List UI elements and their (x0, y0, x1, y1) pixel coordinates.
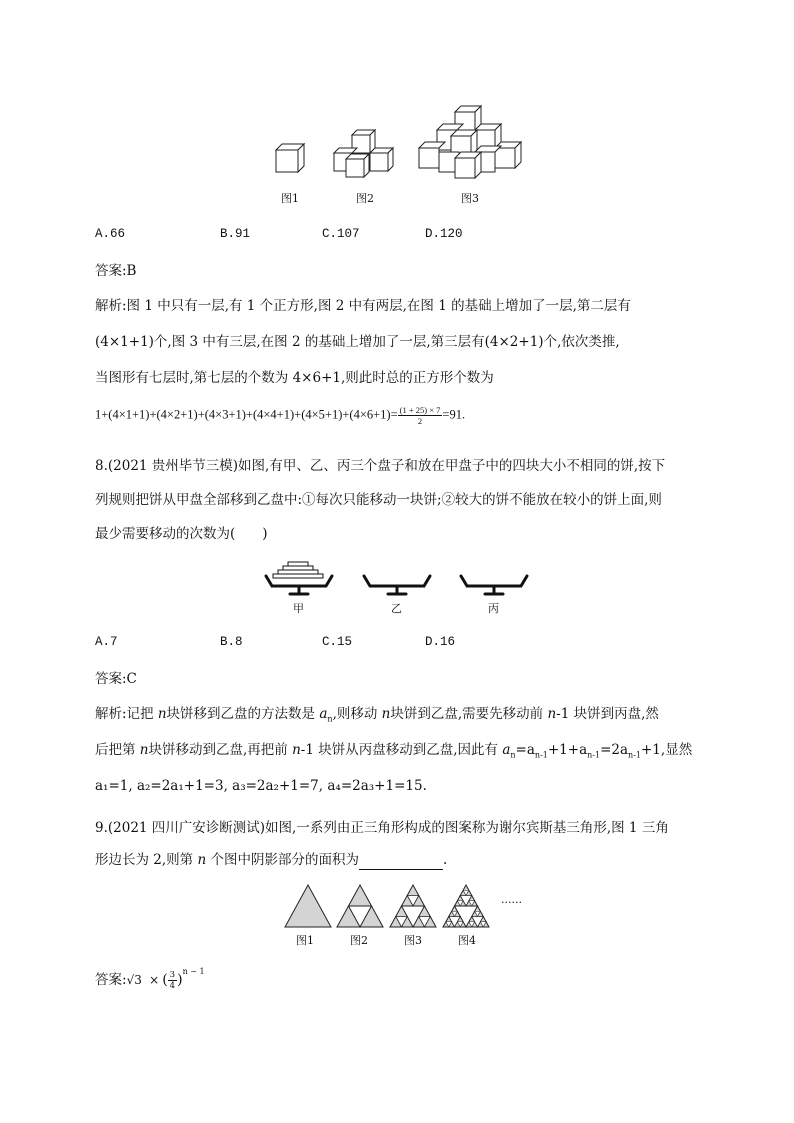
q8-stem-line2: 列规则把饼从甲盘全部移到乙盘中:①每次只能移动一块饼;②较大的饼不能放在较小的饼上面,则 (95, 492, 662, 508)
q8-a2-text-h: =a (515, 742, 535, 758)
q8-a1-text-j: -1 块饼到丙盘,然 (556, 706, 659, 722)
q8-a2-text-n: +1,显然 (641, 742, 693, 758)
q8-a2-var-n: n (139, 742, 149, 758)
q8-answer: 答案:C (95, 671, 137, 687)
sierpinski-figure-1 (283, 883, 333, 929)
q8-option-d: D.16 (425, 635, 456, 649)
q9-stem-line2 (95, 850, 447, 870)
plate-bing (457, 562, 531, 602)
q8-a1-text-f: ,则移动 (332, 706, 382, 722)
q7-option-c: C.107 (322, 227, 360, 241)
q8-a1-var-n2: n (381, 706, 391, 722)
q8-a1-text-c: 块饼移到乙盘的方法数是 (166, 706, 320, 722)
q9-s2-var-n: n (197, 852, 207, 868)
q8-stem-line3: 最少需要移动的次数为( ) (95, 526, 268, 542)
q8-a2-sub-m: n-1 (628, 750, 641, 760)
q9-answer-blank (359, 855, 443, 870)
q9-answer-num: 3 (169, 970, 176, 980)
q7-formula-num: (1 + 25) × 7 (399, 405, 441, 415)
q8-a2-sub-k: n-1 (587, 750, 601, 760)
q7-formula-fraction (398, 405, 443, 426)
q8-stem-line1: 8.(2021 贵州毕节三模)如图,有甲、乙、丙三个盘子和放在甲盘子中的四块大小不相同的饼,按下 (95, 458, 666, 474)
q7-option-b: B.91 (220, 227, 251, 241)
q7-analysis-line1: 解析:图 1 中只有一层,有 1 个正方形,图 2 中有两层,在图 1 的基础上增加了一层,第二层有 (95, 298, 631, 314)
q8-a2-text-l: =2a (600, 742, 629, 758)
q7-option-d: D.120 (425, 227, 463, 241)
q9-fig-label-4: 图4 (458, 934, 476, 947)
q9-stem-line1: 9.(2021 四川广安诊断测试)如图,一系列由正三角形构成的图案称为谢尔宾斯基三角形,图 1 三角 (95, 820, 669, 836)
q7-formula-den: 2 (417, 416, 423, 426)
q8-a1-var-n3: n (547, 706, 557, 722)
q8-analysis-line1 (95, 704, 659, 730)
q8-option-a: A.7 (95, 635, 118, 649)
sierpinski-figure-3 (388, 883, 438, 929)
q7-fig-label-2: 图2 (356, 192, 374, 205)
q9-answer-prefix: 答案: (95, 972, 127, 988)
plate-label-bing: 丙 (488, 602, 499, 615)
q8-a1-sub-n: n (327, 714, 333, 724)
q8-a1-var-n: n (157, 706, 167, 722)
plate-label-yi: 乙 (391, 602, 402, 615)
q7-analysis-line3: 当图形有七层时,第七层的个数为 4×6+1,则此时总的正方形个数为 (95, 370, 494, 386)
plate-jia-with-cakes (262, 562, 336, 602)
q8-a2-sub-n: n (510, 750, 516, 760)
sierpinski-figure-4 (441, 883, 491, 929)
plate-yi (360, 562, 434, 602)
q8-a2-var-n2: n (292, 742, 301, 758)
cube-figure-3 (415, 100, 525, 185)
q7-fig-label-1: 图1 (281, 192, 299, 205)
q8-a2-sub-i: n-1 (534, 750, 548, 760)
q7-answer: 答案:B (95, 263, 137, 279)
q7-option-a: A.66 (95, 227, 126, 241)
q9-answer-times: × (149, 973, 160, 987)
q9-answer: 答案:√3 × ( $\frac{3}{4}$ )$^{n - 1}$ (95, 967, 205, 991)
cube-figure-1 (270, 140, 310, 180)
q9-s2-text-d: . (442, 852, 448, 868)
q8-a1-var-a: a (319, 706, 328, 722)
q7-formula (95, 405, 465, 426)
q8-option-b: B.8 (220, 635, 243, 649)
q9-ellipsis: ...... (501, 893, 522, 906)
q8-a1-text-a: 解析:记把 (95, 706, 158, 722)
q8-a1-text-h: 块饼到乙盘,需要先移动前 (390, 706, 548, 722)
q7-formula-lhs: 1+(4×1+1)+(4×2+1)+(4×3+1)+(4×4+1)+(4×5+1)+(4×6+1)= (95, 407, 398, 422)
q9-fig-label-2: 图2 (350, 934, 368, 947)
q9-answer-exponent: n − 1 (182, 967, 205, 976)
q9-answer-sqrt: √3 (126, 973, 142, 987)
q8-a2-var-a: a (502, 742, 511, 758)
q8-a2-text-j: +1+a (547, 742, 588, 758)
q8-a2-text-e: -1 块饼从丙盘移动到乙盘,因此有 (300, 742, 503, 758)
q8-analysis-line3: a₁=1, a₂=2a₁+1=3, a₃=2a₂+1=7, a₄=2a₃+1=15. (95, 778, 427, 794)
q9-answer-fraction (168, 970, 177, 991)
sierpinski-figure-2 (335, 883, 385, 929)
q9-fig-label-1: 图1 (296, 934, 314, 947)
q9-fig-label-3: 图3 (404, 934, 422, 947)
q7-analysis-line2: (4×1+1)个,图 3 中有三层,在图 2 的基础上增加了一层,第三层有(4×2+1)个,依次类推, (95, 334, 620, 350)
cube-figure-2 (330, 125, 400, 180)
q7-formula-rhs: =91. (442, 407, 466, 422)
q9-s2-text-a: 形边长为 2,则第 (95, 852, 198, 868)
q8-option-c: C.15 (322, 635, 353, 649)
q9-s2-text-c: 个图中阴影部分的面积为 (206, 852, 359, 868)
q8-analysis-line2 (95, 740, 692, 766)
q9-answer-den: 4 (169, 981, 176, 991)
q8-a2-text-a: 后把第 (95, 742, 140, 758)
plate-label-jia: 甲 (293, 602, 304, 615)
q7-fig-label-3: 图3 (461, 192, 479, 205)
q8-a2-text-c: 块饼移动到乙盘,再把前 (148, 742, 293, 758)
